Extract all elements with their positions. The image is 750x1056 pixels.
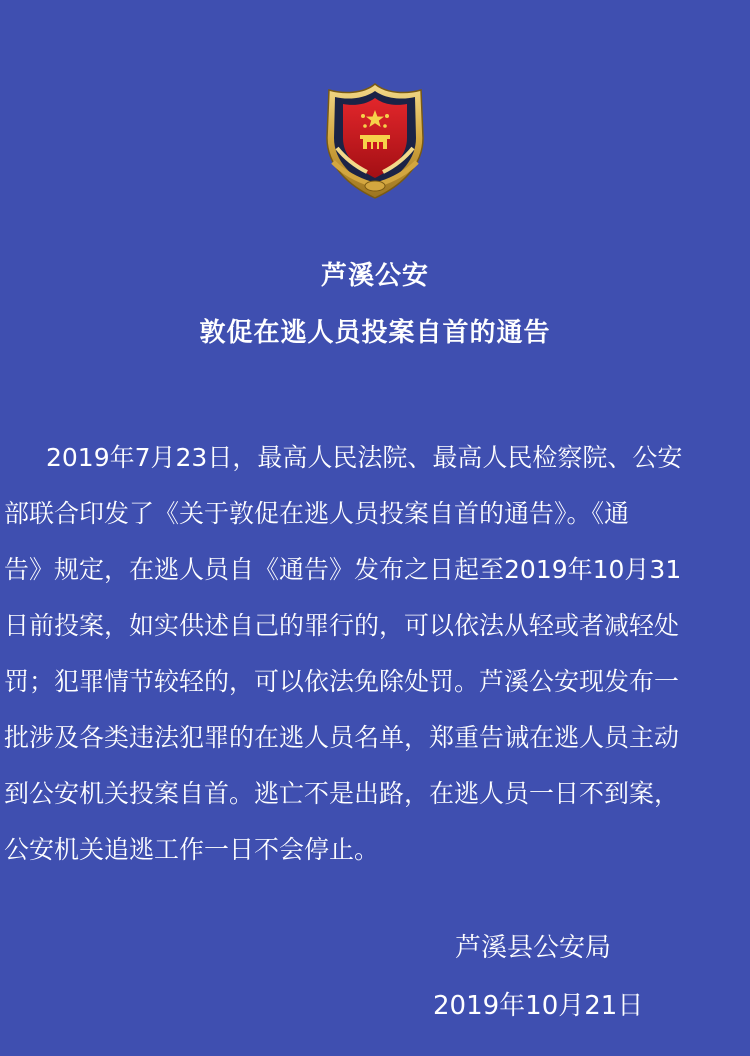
notice-org-title: 芦溪公安	[320, 261, 429, 291]
notice-main-title: 敦促在逃人员投案自首的通告	[199, 318, 551, 348]
body-line: 公安机关追逃工作一日不会停止。	[4, 835, 380, 864]
police-badge-icon	[315, 80, 435, 202]
body-line: 2019年7月23日，最高人民法院、最高人民检察院、公安	[46, 443, 683, 472]
body-line: 日前投案，如实供述自己的罪行的，可以依法从轻或者减轻处	[4, 611, 680, 640]
signature-org: 芦溪县公安局	[455, 933, 612, 963]
body-line: 到公安机关投案自首。逃亡不是出路，在逃人员一日不到案，	[4, 779, 680, 808]
notice-body	[4, 430, 746, 878]
body-line: 部联合印发了《关于敦促在逃人员投案自首的通告》。《通	[4, 499, 630, 528]
body-line: 罚；犯罪情节较轻的，可以依法免除处罚。芦溪公安现发布一	[4, 667, 680, 696]
signature-date: 2019年10月21日	[433, 991, 644, 1021]
body-line: 批涉及各类违法犯罪的在逃人员名单，郑重告诫在逃人员主动	[4, 723, 680, 752]
body-line: 告》规定，在逃人员自《通告》发布之日起至2019年10月31	[4, 555, 682, 584]
